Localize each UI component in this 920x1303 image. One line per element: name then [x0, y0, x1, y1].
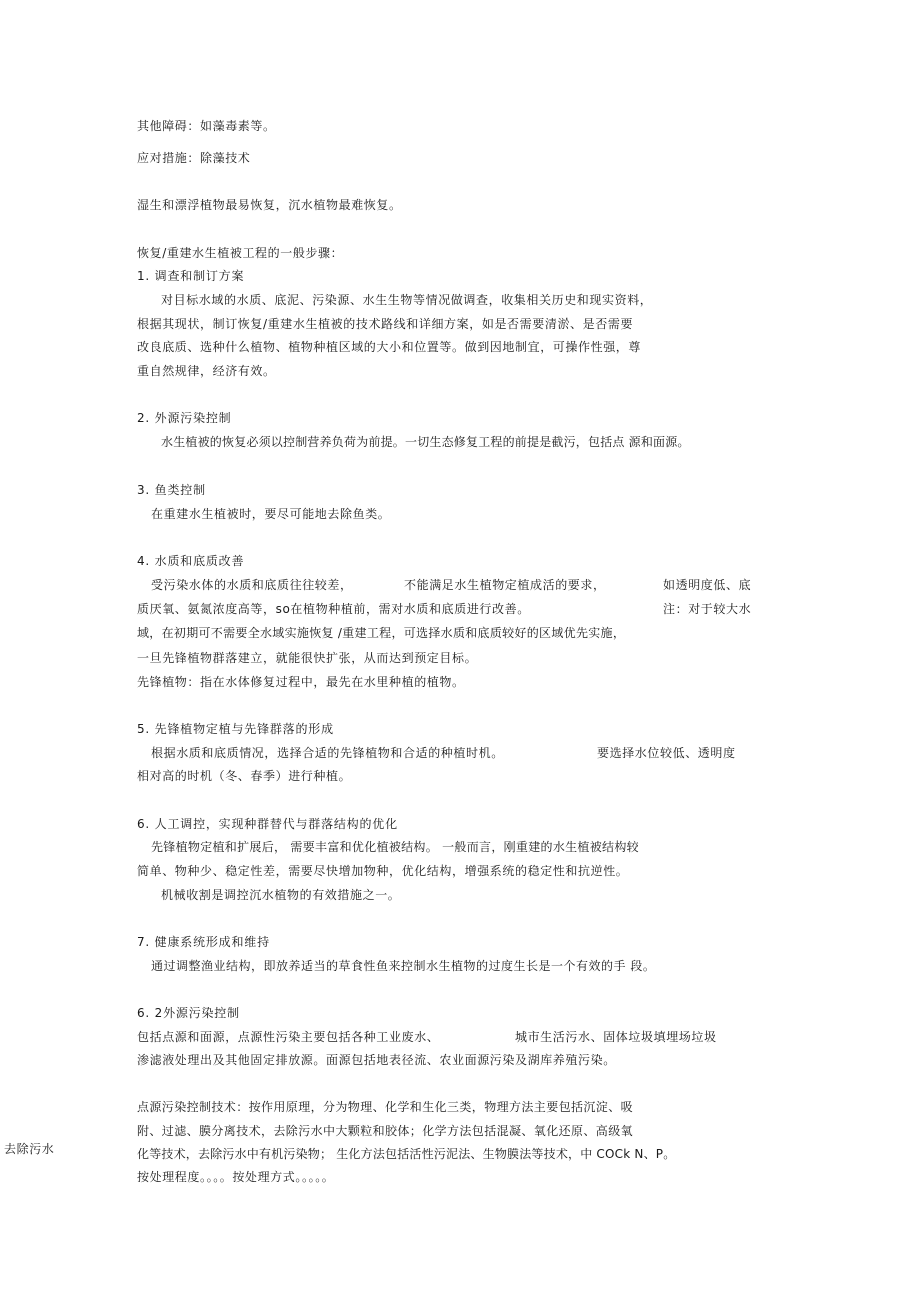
text-line-19: 先锋植物：指在水体修复过程中，最先在水里种植的植物。 [137, 675, 465, 689]
text-line-22: 相对高的时机（冬、春季）进行种植。 [137, 769, 352, 783]
text-line-28: 通过调整渔业结构，即放养适当的草食性鱼来控制水生植物的过度生长是一个有效的手 段。 [151, 959, 656, 973]
section-heading-6: 6. 人工调控，实现种群替代与群落结构的优化 [137, 817, 398, 831]
text-line-6: 对目标水域的水质、底泥、污染源、水生生物等情况做调查，收集相关历史和现实资料， [161, 293, 653, 307]
text-line-11: 水生植被的恢复必须以控制营养负荷为前提。一切生态修复工程的前提是截污，包括点 源和面源。 [161, 435, 690, 449]
section-heading-5: 5. 先锋植物定植与先锋群落的形成 [137, 722, 334, 736]
text-line-24: 先锋植物定植和扩展后， 需要丰富和优化植被结构。 一般而言，刚重建的水生植被结构较 [151, 840, 639, 854]
text-line-18: 一旦先锋植物群落建立，就能很快扩张，从而达到预定目标。 [137, 651, 478, 665]
text-line-15a: 受污染水体的水质和底质往往较差， [151, 578, 353, 592]
text-line-34: 化等技术，去除污水中有机污染物； 生化方法包括活性污泥法、生物膜法等技术，中 COCk N、P。 [137, 1147, 676, 1161]
text-line-1: 其他障碍：如藻毒素等。 [137, 119, 276, 133]
text-line-3: 湿生和漂浮植物最易恢复，沉水植物最难恢复。 [137, 198, 402, 212]
text-line-30b: 城市生活污水、固体垃圾填埋场垃圾 [515, 1030, 717, 1044]
text-line-16a: 质厌氧、氨氮浓度高等，so在植物种植前，需对水质和底质进行改善。 [137, 602, 530, 616]
text-line-31: 渗滤液处理出及其他固定排放源。面源包括地表径流、农业面源污染及湖库养殖污染。 [137, 1053, 616, 1067]
section-heading-1: 1. 调查和制订方案 [137, 269, 245, 283]
text-line-15b: 不能满足水生植物定植成活的要求， [404, 578, 606, 592]
text-line-32: 点源污染控制技术：按作用原理，分为物理、化学和生化三类，物理方法主要包括沉淀、吸 [137, 1100, 634, 1114]
text-line-25: 简单、物种少、稳定性差，需要尽快增加物种，优化结构，增强系统的稳定性和抗逆性。 [137, 864, 629, 878]
text-line-4: 恢复/重建水生植被工程的一般步骤： [137, 246, 344, 260]
section-heading-3: 3. 鱼类控制 [137, 483, 206, 497]
margin-note: 去除污水 [4, 1142, 55, 1156]
text-line-17: 域，在初期可不需要全水域实施恢复 /重建工程，可选择水质和底质较好的区域优先实施， [137, 626, 626, 640]
text-line-33: 附、过滤、膜分离技术，去除污水中大颗粒和胶体；化学方法包括混凝、氧化还原、高级氧 [137, 1124, 634, 1138]
text-line-2: 应对措施：除藻技术 [137, 151, 251, 165]
section-heading-4: 4. 水质和底质改善 [137, 554, 245, 568]
text-line-9: 重自然规律，经济有效。 [137, 364, 276, 378]
text-line-30a: 包括点源和面源，点源性污染主要包括各种工业废水、 [137, 1030, 440, 1044]
text-line-21a: 根据水质和底质情况，选择合适的先锋植物和合适的种植时机。 [151, 746, 504, 760]
text-line-21b: 要选择水位较低、透明度 [597, 746, 736, 760]
text-line-35: 按处理程度。。。。按处理方式。。。。。 [137, 1170, 335, 1184]
section-heading-7: 7. 健康系统形成和维持 [137, 935, 270, 949]
text-line-8: 改良底质、选种什么植物、植物种植区域的大小和位置等。做到因地制宜，可操作性强，尊 [137, 340, 642, 354]
text-line-15c: 如透明度低、底 [663, 578, 752, 592]
section-heading-8: 6. 2外源污染控制 [137, 1006, 240, 1020]
text-line-13: 在重建水生植被时，要尽可能地去除鱼类。 [151, 507, 391, 521]
text-line-26: 机械收割是调控沉水植物的有效措施之一。 [161, 888, 401, 902]
text-line-16b: 注：对于较大水 [663, 602, 752, 616]
section-heading-2: 2. 外源污染控制 [137, 411, 232, 425]
text-line-7: 根据其现状，制订恢复/重建水生植被的技术路线和详细方案，如是否需要清淤、是否需要 [137, 317, 634, 331]
